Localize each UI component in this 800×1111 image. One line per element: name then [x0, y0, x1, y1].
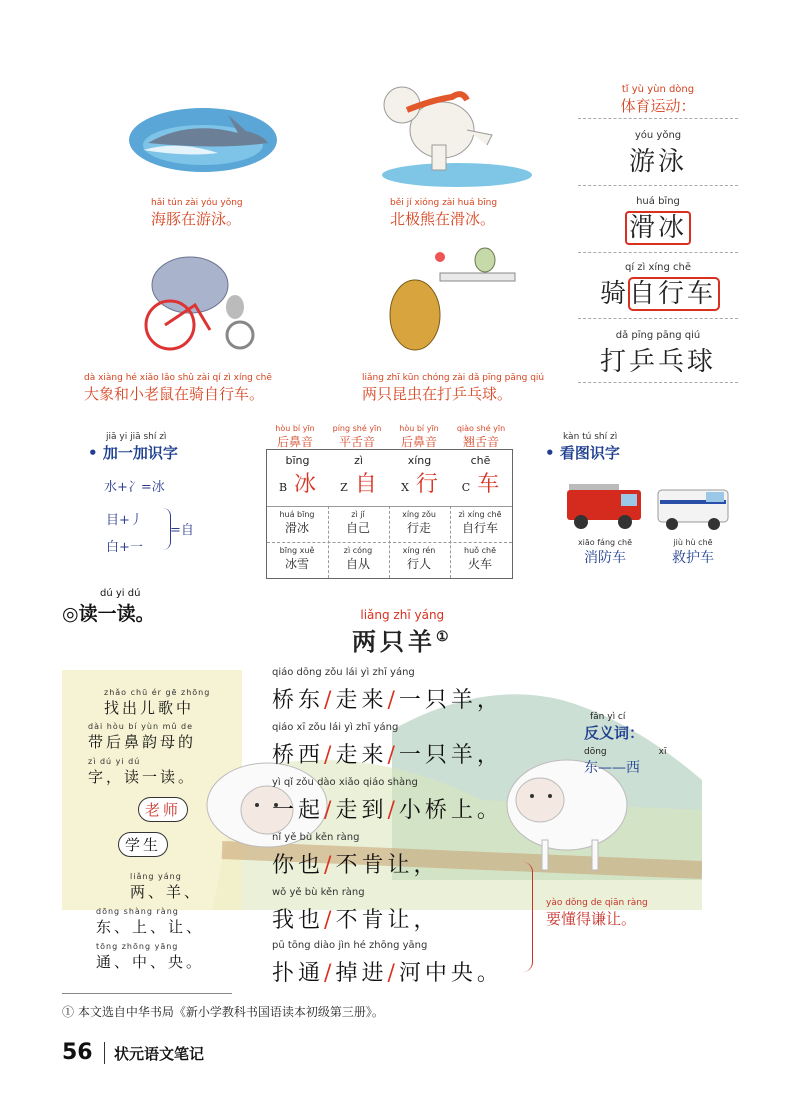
- beetles-picture: [370, 245, 520, 360]
- elephant-mouse-picture: [135, 245, 260, 360]
- student-badge: 学生: [118, 832, 168, 857]
- highlight-box: 滑冰: [625, 211, 691, 245]
- formula-self-result: =自: [170, 523, 194, 538]
- poem-line: nǐ yě bù kěn ràng 你也/不肯让，: [272, 832, 440, 878]
- book-title: 状元语文笔记: [114, 1045, 205, 1063]
- task-line: dài hòu bí yùn mǔ de 带后鼻韵母的: [88, 722, 197, 751]
- fire-truck-picture: [565, 478, 643, 530]
- picture-section-title: kàn tú shí zì • 看图识字: [545, 432, 620, 462]
- task-answer: liǎng yáng 两、羊、: [130, 872, 203, 901]
- antonym-note: fǎn yì cí 反义词： dōng xī 东——西: [584, 712, 667, 776]
- poem-line: pū tōng diào jìn hé zhōng yāng 扑通/掉进/河中央。: [272, 940, 503, 986]
- footnote: ① 本文选自中华书局《新小学教科书国语读本初级第三册》。: [62, 1005, 384, 1019]
- note-text: yào dǒng de qiān ràng 要懂得谦让。: [546, 898, 648, 928]
- caption-beetles: liǎng zhī kūn chóng zài dǎ pīng pāng qiú 两只昆虫在打乒乓球。: [362, 373, 545, 403]
- task-answer: tōng zhōng yāng 通、中、央。: [96, 942, 205, 971]
- highlight-box: [628, 277, 720, 311]
- sports-title: tǐ yù yùn dòng 体育运动：: [620, 84, 696, 115]
- sport-item: yóu yǒng 游泳: [628, 130, 687, 177]
- task-line: zhǎo chū ér gē zhōng 找出儿歌中: [104, 688, 211, 717]
- dolphin-picture: [128, 95, 278, 175]
- sport-item: dǎ pīng pāng qiú 打乒乓球: [599, 330, 716, 377]
- caption-elephant-mouse: dà xiàng hé xiǎo lǎo shǔ zài qí zì xíng chē 大象和小老鼠在骑自行车。: [84, 373, 272, 403]
- task-line: zì dú yi dú 字，读一读。: [88, 757, 197, 786]
- poem-line: qiáo xī zǒu lái yì zhī yáng 桥西/走来/一只羊，: [272, 722, 503, 768]
- footnote-rule: [62, 993, 232, 994]
- task-answer: dōng shàng ràng 东、上、让、: [96, 907, 205, 936]
- poem-title: liǎng zhī yáng 两只羊①: [352, 608, 453, 656]
- caption-polar-bear: běi jí xióng zài huá bīng 北极熊在滑冰。: [390, 198, 498, 228]
- teacher-badge: 老师: [138, 797, 188, 822]
- formula-self-b: 白+一: [106, 540, 143, 555]
- sport-item: qí zì xíng chē 骑自行车: [599, 262, 716, 309]
- poem-line: yì qǐ zǒu dào xiǎo qiáo shàng 一起/走到/小桥上。: [272, 777, 503, 823]
- page-number: 56: [62, 1040, 93, 1065]
- fire-truck-label: xiāo fáng chē 消防车: [577, 538, 633, 566]
- formula-self-a: 目+丿: [106, 513, 143, 528]
- caption-dolphin: hǎi tún zài yóu yǒng 海豚在游泳。: [151, 198, 243, 228]
- add-section-title: jiā yi jiā shí zì • 加一加识字: [88, 432, 178, 462]
- ambulance-picture: [656, 480, 730, 532]
- reading-heading: dú yi dú ◎读一读。: [62, 588, 155, 625]
- formula-ice: 水+冫=冰: [104, 480, 165, 495]
- note-bracket: [522, 862, 533, 972]
- sport-item: huá bīng 滑冰: [578, 196, 738, 244]
- page-divider: [104, 1042, 105, 1064]
- character-table: bīng B 冰 zì Z 自 xíng X 行 chē C 车 huá bīng 滑冰 zì jǐ 自己 xíng zǒu 行走 zì xíng chē 自行车 bīng xuě 冰雪 zì cóng 自从 xíng rén 行人 huǒ chē 火车: [266, 449, 513, 579]
- poem-line: wǒ yě bù kěn ràng 我也/不肯让，: [272, 887, 440, 933]
- ambulance-label: jiù hù chē 救护车: [672, 538, 714, 566]
- polar-bear-picture: [362, 75, 532, 190]
- poem-line: qiáo dōng zǒu lái yì zhī yáng 桥东/走来/一只羊，: [272, 667, 503, 713]
